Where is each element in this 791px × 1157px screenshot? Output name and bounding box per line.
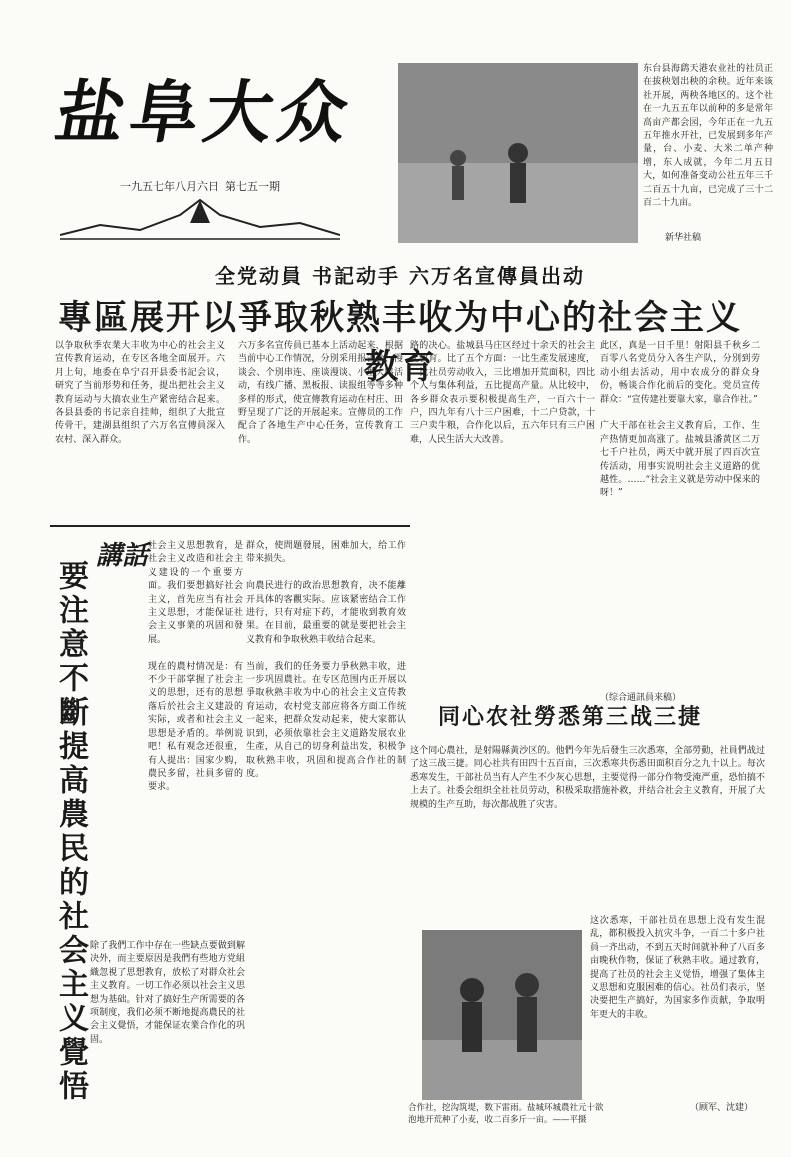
publication-date: 一九五七年八月六日 [120, 180, 219, 193]
bottom-photo [422, 930, 582, 1100]
top-photo-caption: 东台县海鹞天港农业社的社员正在拔秧划出秧的余秧。近年来该社开展，两秧各地区的。这个社在一九五五年以前种的多是常年高亩产都会园，今年正在一九五五年推水开社，已发展到多年产量，台、小麦、大米二单产种增，东人成就，今年二月五日大，如何准备变动公社五年三千二百五十九亩，已完成了三十二百二十九亩。 [643, 64, 773, 209]
talk-label: 講話 [96, 541, 149, 571]
article-column-3: 路的决心。盐城县马庄区经过十余天的社会主义教育。比了五个方面：一比生產发展速度，二比社员劳动收入，三比增加开荒面积，四比个人与集体利益，五比提高产量。从比较中，各乡群众表示要积极提高生产，一百六十一户，四九年有八十三户困难，十二户贷款，十三户卖牛粮，合作化以后，五六年只有三户困难，人民生活大大改善。 [410, 341, 595, 445]
story2-title: 同心农社勞悉第三战三捷 [437, 704, 702, 730]
main-headline: 專區展开以爭取秋熟丰收为中心的社会主义教育 [58, 298, 742, 387]
editorial-column-2: 群众，使問題發展，困难加大，给工作带来损失。 向農民进行的政治思想教育，决不能離开具体的客觀实际。应该紧密结合工作进行，只有对症下药，才能收到教育效果。在目前，最重要的就是要把社会主义教育和争取秋熟丰收结合起来。 当前，我们的任务要力爭秋熟丰收，进一步巩固農社。在专区范围内正开展以爭取秋熟丰收为中心的社会主义宣传教育运动，农村党支部应将各方面工作统一起来，把群众发动起来，使大家都认识到，必须依靠社会主义道路发展农业生產，从自己的切身利益出发，积极争取秋熟丰收，巩固和提高合作社的制度。 [246, 541, 406, 779]
top-photo [398, 63, 638, 243]
subheadline: 全党动員 书記动手 六万名宣傳員出动 [215, 264, 585, 288]
editorial-vertical-title: 要注意不斷提高農民的社会主义覺悟 [53, 560, 88, 1104]
masthead [49, 58, 361, 178]
bottom-photo-caption: 合作社，挖沟筑堤，数下雷雨。盐城环城農社元十欲泡地开荒种了小麦，收二百多斤一亩。——平摄 [408, 1103, 604, 1125]
article-column-4: 此区，真是一日千里！射阳县千秋乡二百零八名党员分入各生产队，分別到劳动小组去活动，用中农成分的群众身份，畅谈合作化前后的变化。党员宣传群众：“宣传建社要靠大家，靠合作社。” 广大干部在社会主义教育后，工作、生产热情更加高涨了。盐城县潘黄区二万七千户社员，两天中就开展了四百次宣传活动，用事实说明社会主义道路的优越性。……“社会主义就是劳动中保来的呀！” [600, 341, 760, 499]
divider-rule [50, 525, 410, 527]
issue-number: 第七五一期 [225, 180, 280, 193]
masthead-title: 盐阜大众 [49, 73, 361, 153]
article-credit: （综合通訊員来稿） [600, 693, 682, 703]
article-column-1: 以争取秋季农業大丰收为中心的社会主义宣传教育运动，在专区各地全面展开。六月上旬，地委在阜宁召开县委书記会议，研究了当前形势和任务，提出把社会主义教育运动与大搞农业生产紧密结合起来。各县县委的书记亲自挂帅，组织了大批宣传骨干，建湖县组织了六万名宣傳員深入农村、深入群众。 [55, 341, 225, 445]
masthead-illustration [60, 195, 340, 243]
bottom-photo-image [422, 930, 582, 1100]
editorial-column-1: 社会主义思想教育，是社会主义改造和社会主义建设的一个重要方面。我们要想搞好社会主义，首先应当有社会主义思想，才能保证社会主义事業的巩固和發展。 现在的農村情况是：有不少干部掌握了社会主义的思想，还有的思想落后於社会主义建設的实际，或者和社会主义思想是矛盾的。举例说吧！私有观念还很重，有人提出：国家少购，農民多留，社員多留的要求。 [148, 541, 243, 793]
top-photo-image [398, 63, 638, 243]
story2-body: 这个同心農社，是射陽縣黃沙区的。他們今年先后發生三次悉寒，全部勞動，社員們战过了这三战三捷。同心社共有田四十五百亩，三次悉寒共伤悉田面积百分之九十以上。每次悉寒发生，干部社员当有人产生不少灰心思想，主要觉得一部分作物受淹严重，恐怕搞不上去了。社委会组织全社社员劳动，积极采取措施补救，并结合社会主义教育，开展了大规模的生产互助，每次都战胜了灾害。 [410, 746, 765, 810]
story2-body-continued: 这次悉寒，干部社员在思想上没有发生混乱，都积极投入抗灾斗争，一百二十多户社員一齐出动，不到五天时间就补种了八百多亩晚秋作物，保证了秋熟丰收。通过教育，提高了社员的社会主义觉悟，增强了集体主义思想和克服困难的信心。社员们表示，坚决要把生产搞好，为国家多作贡献，争取明年更大的丰收。 [590, 916, 765, 1020]
article-column-2: 六万多名宣传員已基本上活动起来，根据当前中心工作情况，分別采用报告会、漫谈会、个別串连、座谈漫谈、小型大鸣活动，有线广播、黑板报、读报组等等多种多样的形式，使宣傳教育运动在村庄、田野呈现了广泛的开展起来。宣傳员的工作配合了各地生产中心任务，宣传教育工作。 [238, 341, 403, 445]
top-photo-credit: 新华社稿 [665, 233, 702, 243]
story2-credit: （顾军、沈建） [690, 1103, 754, 1113]
editorial-column-1b: 除了我們工作中存在一些缺点要做到解决外，而主要原因是我們有些地方党組織忽視了思想教育，放松了对群众社会主义教育。一切工作必须以社会主义思想为基础。针对了搞好生产所需要的各项制度，我们必须不断地提高農民的社会主义覺悟，才能保证农業合作化的巩固。 [90, 941, 245, 1045]
